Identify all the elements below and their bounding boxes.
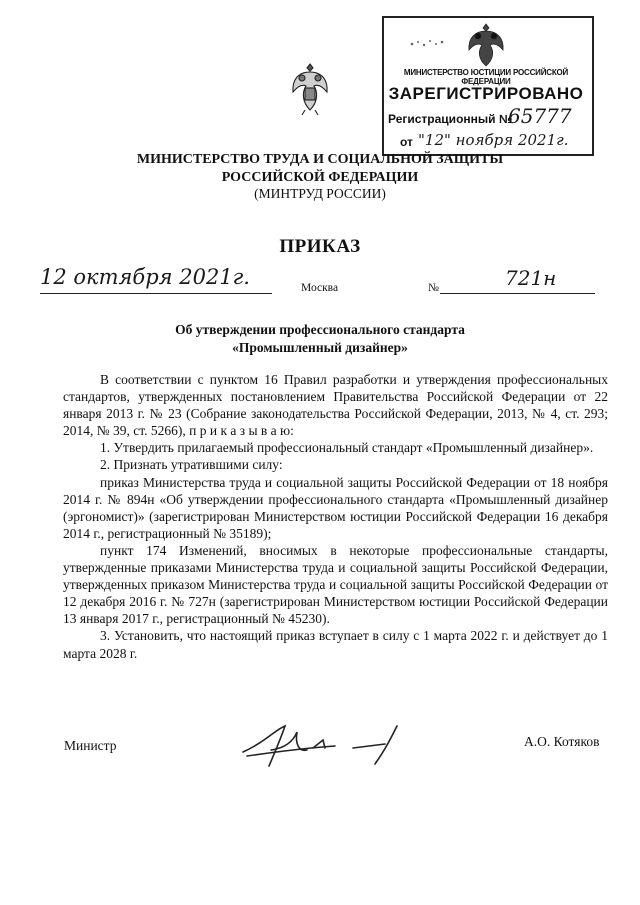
order-date: 12 октября 2021г. — [40, 265, 250, 289]
date-underline — [40, 293, 272, 294]
document-body — [63, 371, 608, 662]
ministry-short: (МИНТРУД РОССИИ) — [254, 186, 386, 201]
stamp-regno-label: Регистрационный № — [388, 112, 513, 126]
coat-of-arms-icon — [290, 62, 330, 116]
item-2a: приказ Министерства труда и социальной защиты Российской Федерации от 18 ноября 2014 г. № 894н «Об утверждении профессионального стандарта «Промышленный дизайнер (эргономист)» (зарегистрирован Министерством юстиции Российской Федерации 16 декабря 2014 г., регистрационный № 35189); — [63, 474, 608, 541]
number-underline — [440, 293, 595, 294]
stamp-regno-value: 65777 — [508, 104, 572, 128]
stamp-ministry: МИНИСТЕРСТВО ЮСТИЦИИ РОССИЙСКОЙ ФЕДЕРАЦИИ — [403, 68, 569, 86]
item-2b: пункт 174 Изменений, вносимых в некоторые профессиональные стандарты, утвержденные приказами Министерства труда и социальной защиты Российской Федерации, утвержденных приказом Министерства труда и социальной защиты Российской Федерации от 12 декабря 2016 г. № 727н (зарегистрирован Министерством юстиции Российской Федерации 13 января 2017 г., регистрационный № 45230). — [63, 542, 608, 627]
stamp-date: "12" ноября 2021г. — [418, 131, 569, 149]
ministry-line1: МИНИСТЕРСТВО ТРУДА И СОЦИАЛЬНОЙ ЗАЩИТЫ — [136, 152, 504, 167]
ministry-line2: РОССИЙСКОЙ ФЕДЕРАЦИИ — [221, 170, 419, 185]
handwritten-signature-icon — [235, 722, 425, 772]
document-type: ПРИКАЗ — [279, 236, 361, 257]
title-line1: Об утверждении профессионального стандарта — [175, 322, 465, 337]
document-title — [0, 321, 640, 357]
ministry-name — [0, 151, 640, 187]
order-city: Москва — [301, 282, 339, 294]
signatory-title: Министр — [64, 738, 117, 753]
signatory-name: А.О. Котяков — [524, 734, 600, 749]
stamp-status: ЗАРЕГИСТРИРОВАНО — [388, 84, 584, 103]
stamp-emblem-icon — [465, 22, 507, 68]
stamp-smudge-icon — [408, 36, 448, 50]
preamble: В соответствии с пунктом 16 Правил разработки и утверждения профессиональных стандартов, утвержденных постановлением Правительства Российской Федерации от 22 января 2013 г. № 23 (Собрание законодательства Российской Федерации, 2013, № 4, ст. 293; 2014, № 39, ст. 5266), п р и к а з ы в а ю: — [63, 372, 608, 439]
title-line2: «Промышленный дизайнер» — [232, 340, 408, 355]
item-1: 1. Утвердить прилагаемый профессиональный стандарт «Промышленный дизайнер». — [100, 440, 594, 456]
order-number: 721н — [505, 266, 557, 290]
order-number-label: № — [428, 282, 439, 294]
item-3: 3. Установить, что настоящий приказ вступает в силу с 1 марта 2022 г. и действует до 1 марта 2028 г. — [63, 628, 608, 661]
item-2: 2. Признать утратившими силу: — [100, 457, 283, 473]
stamp-from-label: от — [400, 135, 413, 149]
